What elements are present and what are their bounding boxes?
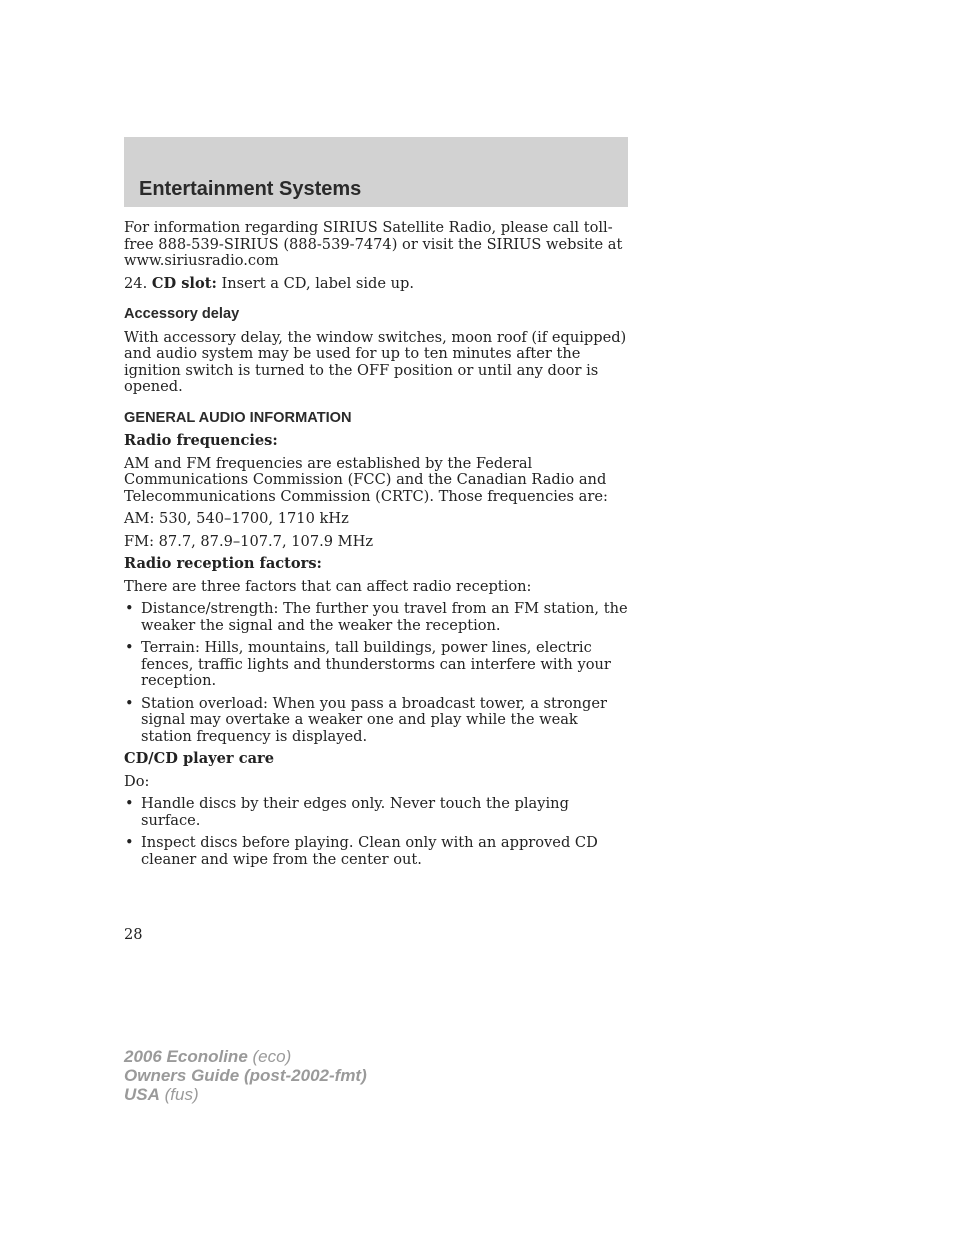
- reception-factors-list: [124, 601, 628, 745]
- page-number: 28: [124, 926, 143, 943]
- footer-market-code: (fus): [164, 1085, 199, 1104]
- list-item: • Handle discs by their edges only. Never touch the playing surface.: [124, 796, 628, 829]
- list-item: • Inspect discs before playing. Clean only with an approved CD cleaner and wipe from the center out.: [124, 835, 628, 868]
- footer-line-1: [124, 1047, 367, 1066]
- sirius-info-paragraph: For information regarding SIRIUS Satellite Radio, please call toll-free 888-539-SIRIUS (888-539-7474) or visit the SIRIUS website at www.siriusradio.com: [124, 219, 623, 269]
- section-header-bar: [124, 137, 628, 207]
- radio-frequencies-paragraph: AM and FM frequencies are established by the Federal Communications Commission (FCC) and the Canadian Radio and Telecommunications Commission (CRTC). Those frequencies are:: [124, 454, 608, 505]
- footer-line-2: [124, 1066, 367, 1085]
- section-title: Entertainment Systems: [139, 178, 362, 200]
- radio-frequencies-heading: Radio frequencies:: [124, 432, 278, 449]
- cd-care-heading: CD/CD player care: [124, 750, 275, 767]
- footer-guide: Owners Guide (post-2002-fmt): [124, 1066, 367, 1085]
- cd-slot-text: Insert a CD, label side up.: [221, 274, 415, 292]
- footer-line-3: [124, 1085, 367, 1104]
- accessory-delay-heading: Accessory delay: [124, 306, 240, 322]
- cd-slot-label: CD slot:: [151, 274, 217, 292]
- footer-model: 2006 Econoline: [124, 1047, 248, 1066]
- radio-reception-heading: Radio reception factors:: [124, 555, 322, 572]
- main-content: [124, 220, 628, 874]
- cd-slot-item: [124, 276, 628, 293]
- cd-slot-number: 24.: [124, 274, 148, 292]
- fm-frequencies: FM: 87.7, 87.9–107.7, 107.9 MHz: [124, 532, 374, 550]
- am-frequencies: AM: 530, 540–1700, 1710 kHz: [124, 510, 349, 527]
- do-label: Do:: [124, 772, 150, 790]
- do-list: [124, 796, 628, 868]
- accessory-delay-paragraph: With accessory delay, the window switches, moon roof (if equipped) and audio system may be used for up to ten minutes after the ignition switch is turned to the OFF position or until any door is opened.: [124, 328, 627, 395]
- document-footer: [124, 1047, 367, 1104]
- general-audio-heading: GENERAL AUDIO INFORMATION: [124, 409, 352, 426]
- list-item: • Terrain: Hills, mountains, tall buildings, power lines, electric fences, traffic lights and thunderstorms can interfere with your reception.: [124, 640, 628, 690]
- footer-market: USA: [124, 1085, 160, 1104]
- footer-model-code: (eco): [252, 1047, 292, 1066]
- list-item: • Distance/strength: The further you travel from an FM station, the weaker the signal and the weaker the reception.: [124, 601, 628, 634]
- list-item: • Station overload: When you pass a broadcast tower, a stronger signal may overtake a weaker one and play while the weak station frequency is displayed.: [124, 696, 628, 746]
- radio-reception-paragraph: There are three factors that can affect radio reception:: [124, 577, 532, 595]
